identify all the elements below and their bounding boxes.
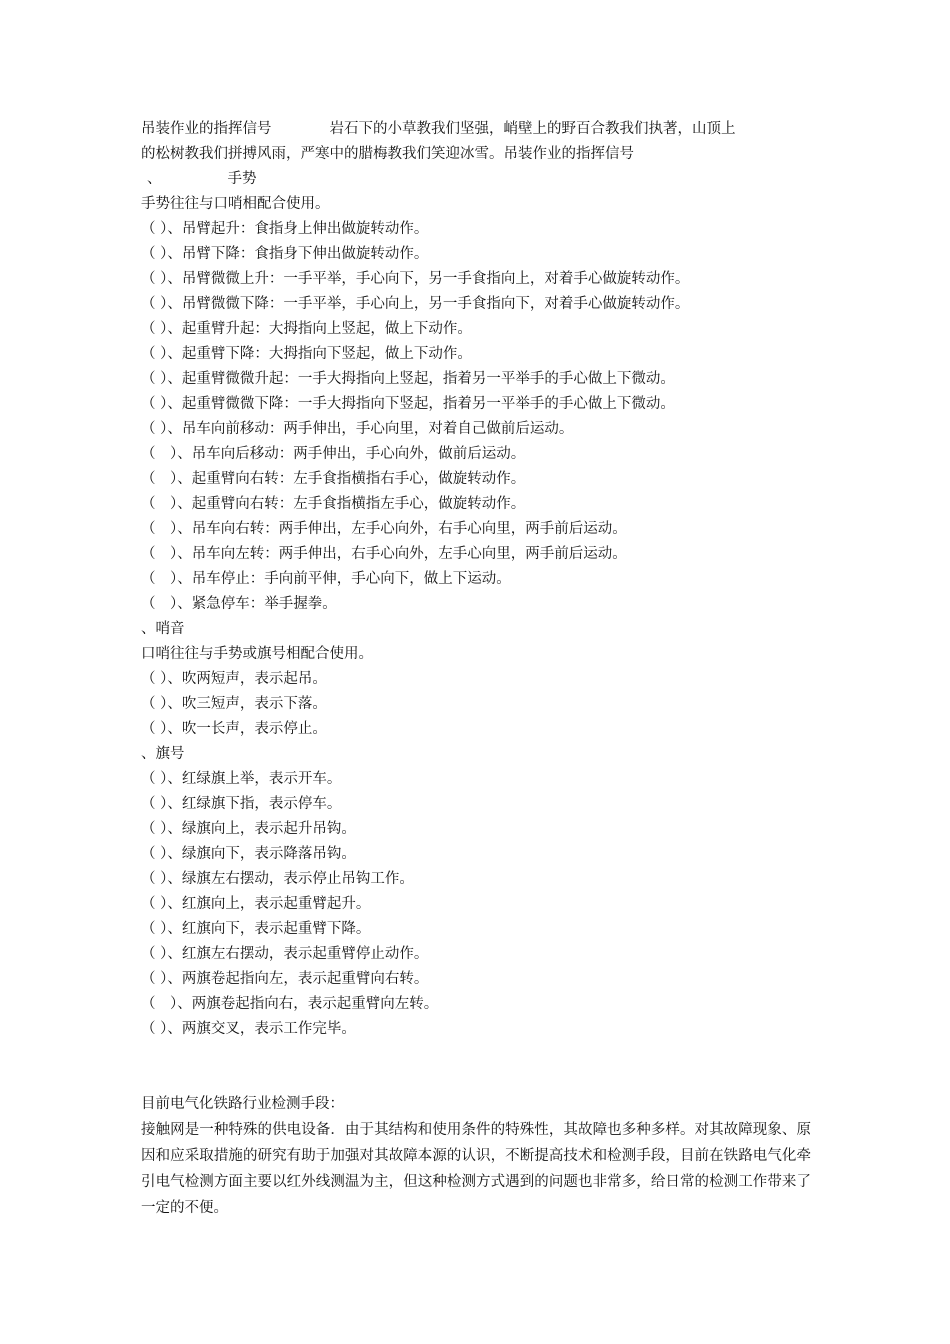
section-spacer <box>141 1042 811 1092</box>
list-item: （ ）、两旗卷起指向右，表示起重臂向左转。 <box>141 996 439 1012</box>
gesture-heading-line <box>141 167 811 192</box>
list-item: （ ）、两旗交叉，表示工作完毕。 <box>141 1021 356 1037</box>
whistle-heading: 、哨音 <box>141 621 185 637</box>
intro-line-2: 的松树教我们拼搏风雨，严寒中的腊梅教我们笑迎冰雪。吊装作业的指挥信号 <box>141 146 634 162</box>
list-item: （ ）、吊车向右转：两手伸出，左手心向外，右手心向里，两手前后运动。 <box>141 521 627 537</box>
document-body <box>141 117 811 1221</box>
list-item: （ ）、绿旗向下，表示降落吊钩。 <box>141 846 356 862</box>
list-item: （ ）、吊臂起升：食指身上伸出做旋转动作。 <box>141 221 429 237</box>
list-item: （ ）、吊车向后移动：两手伸出，手心向外，做前后运动。 <box>141 446 526 462</box>
list-item: （ ）、吹一长声，表示停止。 <box>141 721 327 737</box>
list-item: （ ）、两旗卷起指向左，表示起重臂向右转。 <box>141 971 429 987</box>
list-item: （ ）、红绿旗下指，表示停车。 <box>141 796 342 812</box>
intro-text-1: 岩石下的小草教我们坚强，峭壁上的野百合教我们执著，山顶上 <box>329 121 736 137</box>
flag-list <box>141 767 811 1042</box>
whistle-list <box>141 667 811 742</box>
list-item: （ ）、起重臂微微升起：一手大拇指向上竖起，指着另一平举手的手心做上下微动。 <box>141 371 675 387</box>
list-item: （ ）、起重臂升起：大拇指向上竖起，做上下动作。 <box>141 321 472 337</box>
list-item: （ ）、紧急停车：举手握拳。 <box>141 596 337 612</box>
list-item: （ ）、吊车向前移动：两手伸出，手心向里，对着自己做前后运动。 <box>141 421 574 437</box>
list-item: （ ）、绿旗左右摆动，表示停止吊钩工作。 <box>141 871 414 887</box>
gesture-heading-marker: 、 <box>147 171 162 187</box>
list-item: （ ）、吊车停止：手向前平伸，手心向下，做上下运动。 <box>141 571 511 587</box>
list-item: （ ）、起重臂向右转：左手食指横指右手心，做旋转动作。 <box>141 471 526 487</box>
gesture-list <box>141 217 811 617</box>
gesture-heading: 手势 <box>227 171 257 187</box>
rail-heading: 目前电气化铁路行业检测手段： <box>141 1096 344 1112</box>
list-item: （ ）、红旗向下，表示起重臂下降。 <box>141 921 371 937</box>
list-item: （ ）、吹三短声，表示下落。 <box>141 696 327 712</box>
flag-heading: 、旗号 <box>141 746 185 762</box>
list-item: （ ）、吊车向左转：两手伸出，右手心向外，左手心向里，两手前后运动。 <box>141 546 627 562</box>
list-item: （ ）、吹两短声，表示起吊。 <box>141 671 327 687</box>
list-item: （ ）、起重臂向右转：左手食指横指左手心，做旋转动作。 <box>141 496 526 512</box>
gesture-intro: 手势往往与口哨相配合使用。 <box>141 196 330 212</box>
document-title: 吊装作业的指挥信号 <box>141 121 272 137</box>
list-item: （ ）、吊臂下降：食指身下伸出做旋转动作。 <box>141 246 429 262</box>
list-item: （ ）、吊臂微微上升：一手平举，手心向下，另一手食指向上，对着手心做旋转动作。 <box>141 271 690 287</box>
intro-line-1 <box>141 117 811 142</box>
list-item: （ ）、红旗左右摆动，表示起重臂停止动作。 <box>141 946 429 962</box>
rail-paragraph: 接触网是一种特殊的供电设备．由于其结构和使用条件的特殊性，其故障也多种多样。对其故障现象、原因和应采取措施的研究有助于加强对其故障本源的认识，不断提高技术和检测手段，目前在铁路电气化牵引电气检测方面主要以红外线测温为主，但这种检测方式遇到的问题也非常多，给日常的检测工作带来了一定的不便。 <box>141 1122 811 1216</box>
list-item: （ ）、吊臂微微下降：一手平举，手心向上，另一手食指向下，对着手心做旋转动作。 <box>141 296 690 312</box>
list-item: （ ）、红旗向上，表示起重臂起升。 <box>141 896 371 912</box>
list-item: （ ）、红绿旗上举，表示开车。 <box>141 771 342 787</box>
list-item: （ ）、绿旗向上，表示起升吊钩。 <box>141 821 356 837</box>
list-item: （ ）、起重臂微微下降：一手大拇指向下竖起，指着另一平举手的手心做上下微动。 <box>141 396 675 412</box>
whistle-intro: 口哨往往与手势或旗号相配合使用。 <box>141 646 373 662</box>
list-item: （ ）、起重臂下降：大拇指向下竖起，做上下动作。 <box>141 346 472 362</box>
